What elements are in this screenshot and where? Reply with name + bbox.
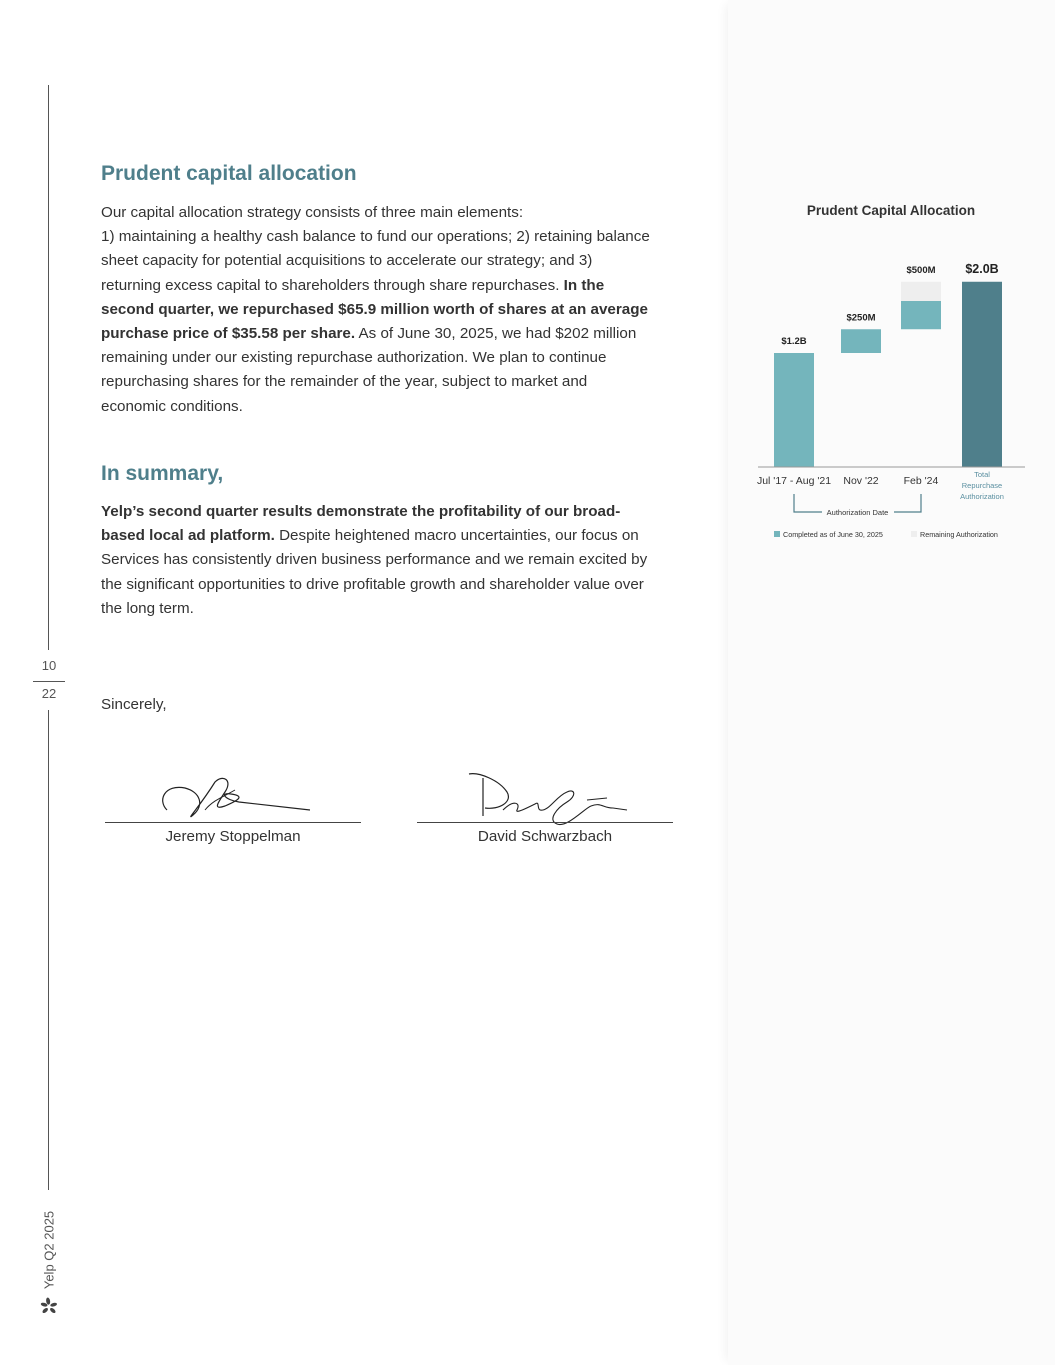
yelp-burst-icon (40, 1297, 58, 1315)
bar-completed (841, 329, 881, 353)
summary-paragraph (101, 500, 656, 621)
bar-value-label: $500M (906, 264, 936, 276)
handwritten-signature-schwarzbach (417, 770, 673, 830)
x-tick-label-total: Total Repurchase Authorization (960, 470, 1004, 501)
legend-swatch (774, 531, 780, 537)
rail-line-bottom (48, 710, 49, 1190)
capital-remaining-text: As of June 30, 2025, we had $202 million remaining under our existing repurchase authorization. We plan to continue repurchasing shares for the remainder of the year, subject to market and economic conditions. (101, 325, 637, 415)
section-heading-summary: In summary, (101, 462, 224, 485)
x-tick-label: Feb '24 (903, 475, 939, 487)
signature-line (417, 822, 673, 823)
bar-total-authorization (962, 282, 1002, 467)
bar-value-label: $2.0B (965, 261, 999, 276)
bar-value-label: $1.2B (781, 336, 807, 347)
rail-line-top (48, 85, 49, 650)
handwritten-signature-stoppelman (105, 770, 361, 830)
section-heading-capital-allocation: Prudent capital allocation (101, 162, 357, 185)
closing-salutation: Sincerely, (101, 696, 167, 713)
legend-label: Remaining Authorization (920, 530, 998, 539)
capital-allocation-paragraph (101, 201, 656, 419)
x-axis-title: Authorization Date (826, 508, 889, 517)
capital-elements-text: 1) maintaining a healthy cash balance to fund our operations; 2) retaining balance sheet capacity for potential acquisitions to accelerate our strategy; and 3) returning excess capital to shareholders through share repurchases. (101, 228, 650, 294)
summary-highlight: Yelp’s second quarter results demonstrate the profitability of our broad-based local ad platform. (101, 503, 621, 545)
bar-completed (774, 353, 814, 467)
total-pages-number: 22 (41, 686, 57, 701)
chart-title: Prudent Capital Allocation (806, 203, 976, 218)
signature-line (105, 822, 361, 823)
x-tick-label: Nov '22 (843, 475, 879, 487)
current-page-number: 10 (41, 658, 57, 673)
capital-repurchase-highlight: In the second quarter, we repurchased $65.9 million worth of shares at an average purchase price of $35.58 per share. (101, 276, 648, 343)
bar-completed (901, 301, 941, 329)
report-footer-label: Yelp Q2 2025 (41, 1210, 57, 1290)
bar-value-label: $250M (846, 312, 876, 324)
legend-swatch (911, 531, 917, 537)
bar-remaining-authorization (901, 282, 941, 301)
summary-body-text: Despite heightened macro uncertainties, our focus on Services has consistently driven business performance and we remain excited by the significant opportunities to drive profitable growth and shareholder value over the long term. (101, 527, 648, 617)
signatory-name: David Schwarzbach (477, 828, 613, 845)
legend-label: Completed as of June 30, 2025 (783, 530, 883, 539)
page-number-divider (33, 681, 65, 682)
capital-intro-text: Our capital allocation strategy consists of three main elements: (101, 204, 524, 221)
capital-allocation-chart (740, 240, 1040, 560)
x-tick-label: Jul '17 - Aug '21 (756, 475, 832, 487)
signatory-name: Jeremy Stoppelman (165, 828, 301, 845)
